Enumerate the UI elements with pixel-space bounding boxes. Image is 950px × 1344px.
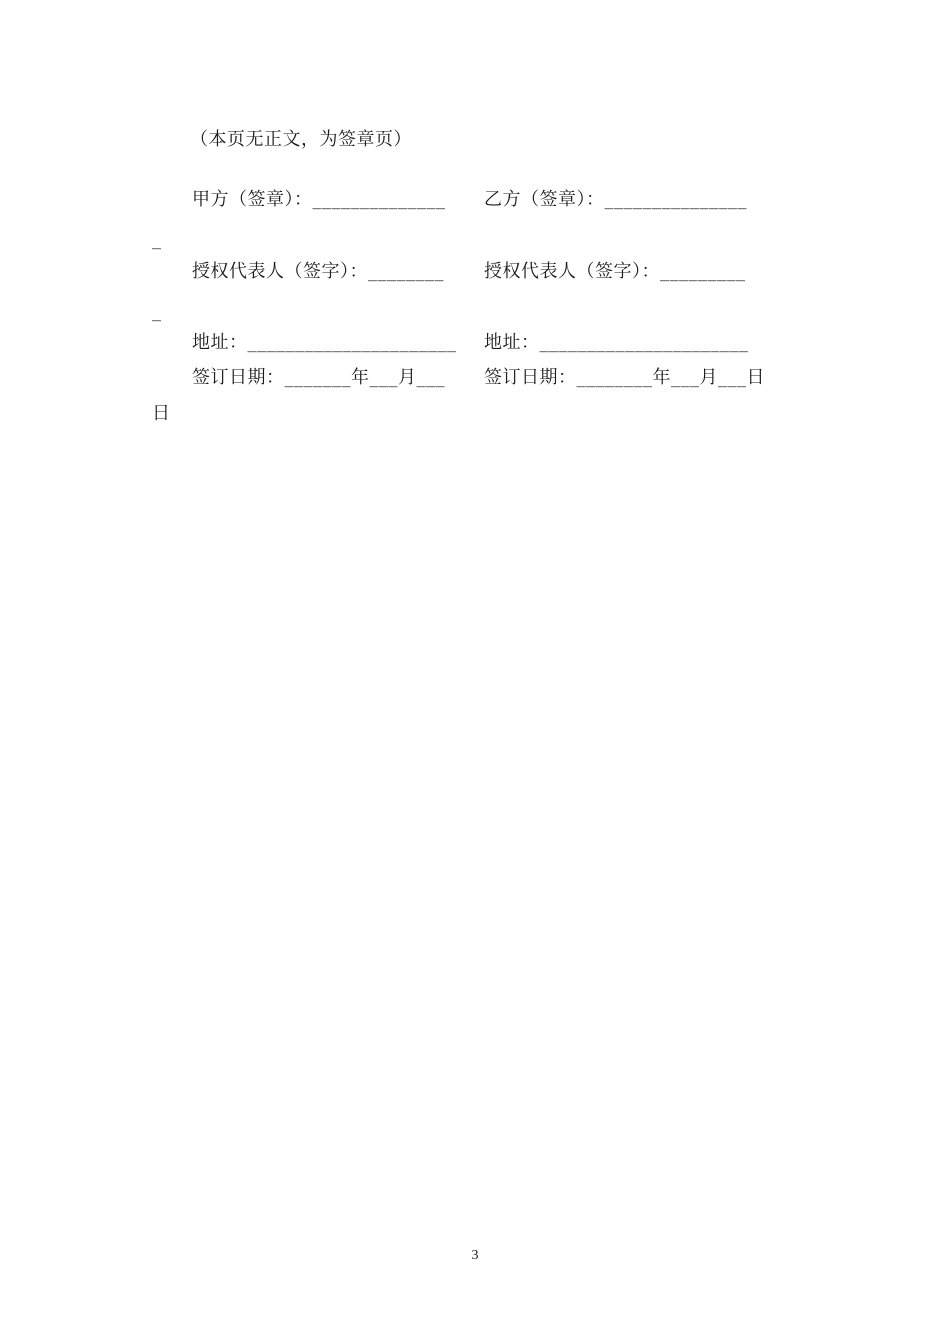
party-b-date-line: 签订日期：________年___月___日 [484,367,765,388]
party-a-address-line: 地址：______________________ [192,332,457,353]
party-b-address-line: 地址：______________________ [484,332,749,353]
page-number: 3 [471,1248,479,1263]
underline-wrap-mark: _ [152,229,162,250]
underline-wrap-mark: _ [152,301,162,322]
party-b-representative-line: 授权代表人（签字）：_________ [484,261,746,282]
party-b-signature-line: 乙方（签章）：_______________ [484,189,747,210]
party-a-representative-line: 授权代表人（签字）：________ [192,261,444,282]
party-a-signature-line: 甲方（签章）：______________ [192,189,446,210]
date-wrap-character: 日 [152,403,171,424]
page-note: （本页无正文，为签章页） [190,129,412,150]
party-a-date-line: 签订日期：_______年___月___ [192,367,445,388]
